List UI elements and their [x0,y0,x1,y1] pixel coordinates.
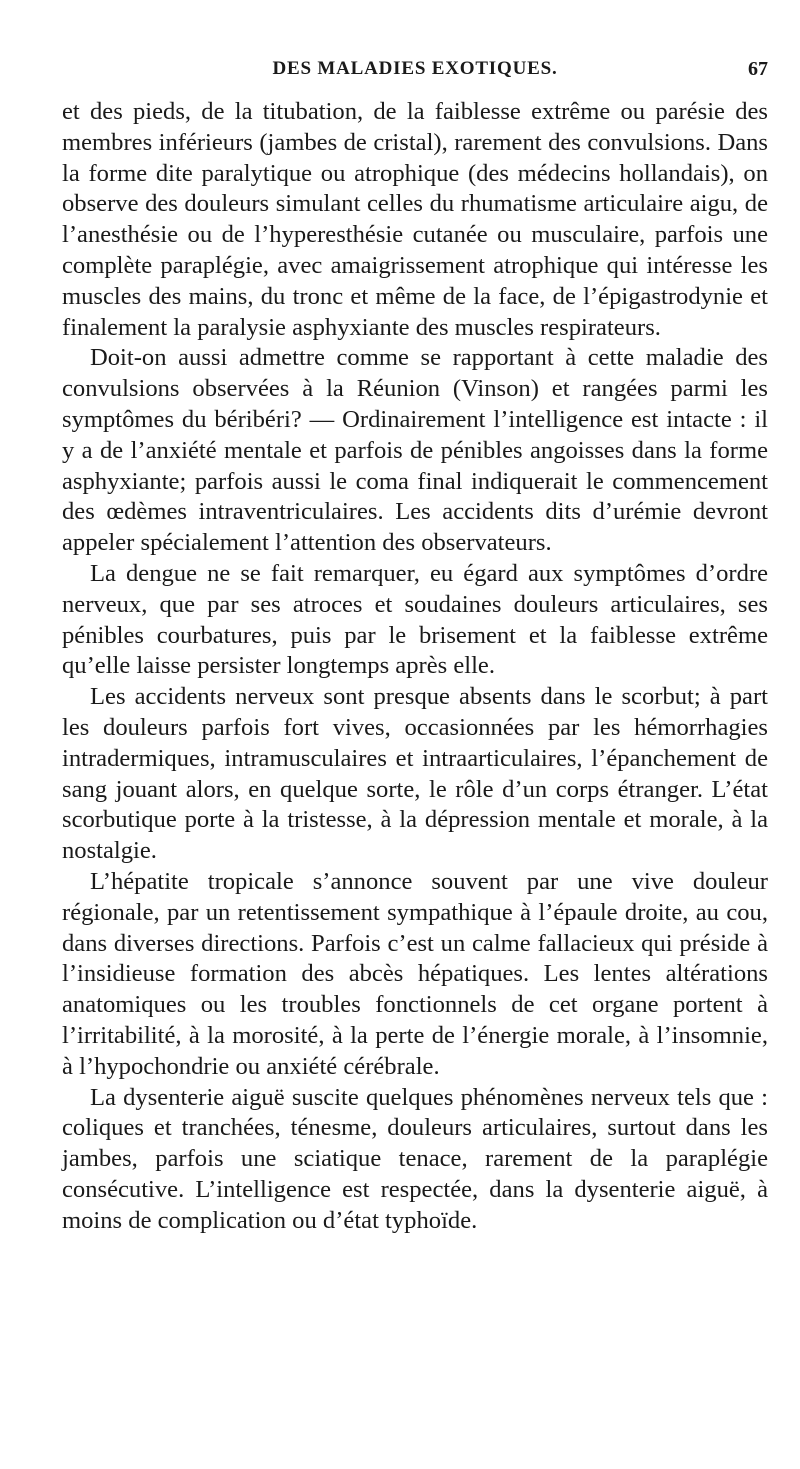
paragraph-scorbut: Les accidents nerveux sont presque absents dans le scorbut; à part les douleurs parfois fort vives, occasionnées par les hémorrhagies intradermiques, intramusculaires et intraarticulaires, l’épanchement de sang jouant alors, en quelque sorte, le rôle d’un corps étranger. L’état scorbutique porte à la tristesse, à la dépression mentale et morale, à la nostalgie. [62,683,768,865]
paragraph-dengue: La dengue ne se fait remarquer, eu égard aux symptômes d’ordre nerveux, que par ses atroces et soudaines douleurs articulaires, ses pénibles courbatures, puis par le brisement et la faiblesse extrême qu’elle laisse persister longtemps après elle. [62,559,768,680]
paragraph-dysenterie: La dysenterie aiguë suscite quelques phénomènes nerveux tels que : coliques et tranchées, ténesme, douleurs articulaires, surtout dans les jambes, parfois une sciatique tenace, rarement de la paraplégie consécutive. L’intelligence est respectée, dans la dysenterie aiguë, à moins de complication ou d’état typhoïde. [62,1083,768,1234]
running-title: DES MALADIES EXOTIQUES. [272,58,558,79]
paragraph-beriberi-continued: et des pieds, de la titubation, de la faiblesse extrême ou parésie des membres inférieurs (jambes de cristal), rarement des convulsions. Dans la forme dite paralytique ou atrophique (des médecins hollandais), on observe des douleurs simulant celles du rhumatisme articulaire aigu, de l’anesthésie ou de l’hyperesthésie cutanée ou musculaire, parfois une complète paraplégie, avec amaigrissement atrophique qui intéresse les muscles des mains, du tronc et même de la face, de l’épigastrodynie et finalement la paralysie asphyxiante des muscles respirateurs. [62,98,768,341]
paragraph-hepatite: L’hépatite tropicale s’annonce souvent par une vive douleur régionale, par un retentissement sympathique à l’épaule droite, au cou, dans diverses directions. Parfois c’est un calme fallacieux qui préside à l’insidieuse formation des abcès hépatiques. Les lentes altérations anatomiques ou les troubles fonctionnels de cet organe portent à l’irritabilité, à la morosité, à la perte de l’énergie morale, à l’insomnie, à l’hypochondrie ou anxiété cérébrale. [62,867,768,1080]
body-text [62,97,768,1236]
paragraph-convulsions: Doit-on aussi admettre comme se rapportant à cette maladie des convulsions observées à la Réunion (Vinson) et rangées parmi les symptômes du béribéri? — Ordinairement l’intelligence est intacte : il y a de l’anxiété mentale et parfois de pénibles angoisses dans la forme asphyxiante; parfois aussi le coma final indiquerait le commencement des œdèmes intraventriculaires. Les accidents dits d’urémie devront appeler spécialement l’attention des observateurs. [62,344,768,557]
running-header [62,58,768,92]
page-number: 67 [748,58,768,80]
